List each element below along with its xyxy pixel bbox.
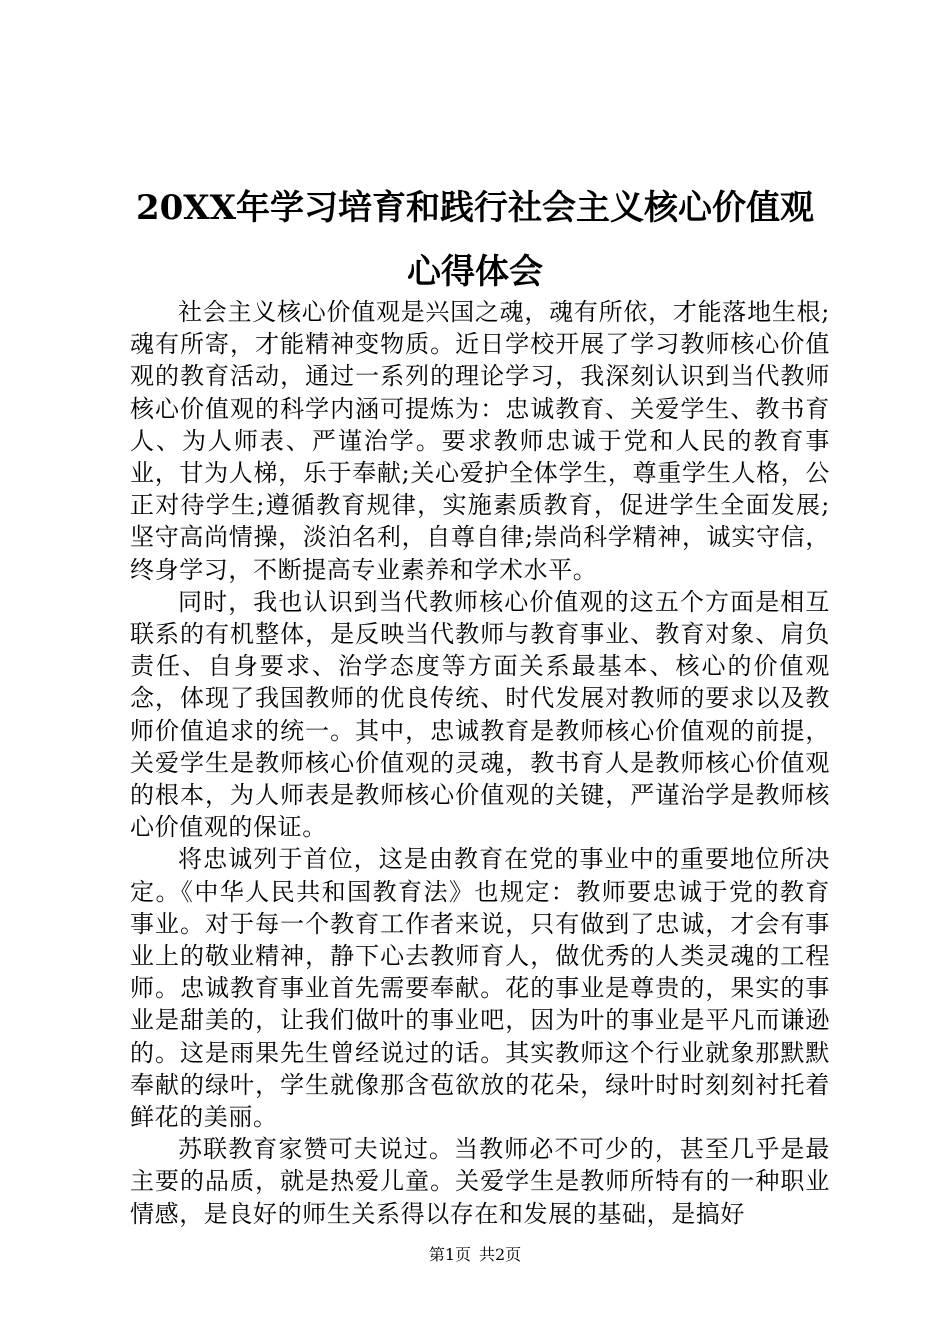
page-number-total: 共2页 <box>479 1245 522 1264</box>
body-paragraph-2: 同时，我也认识到当代教师核心价值观的这五个方面是相互联系的有机整体，是反映当代教师与教育事业、教育对象、肩负责任、自身要求、治学态度等方面关系最基本、核心的价值观念，体现了我国教师的优良传统、时代发展对教师的要求以及教师价值追求的统一。其中，忠诚教育是教师核心价值观的前提，关爱学生是教师核心价值观的灵魂，教书育人是教师核心价值观的根本，为人师表是教师核心价值观的关键，严谨治学是教师核心价值观的保证。 <box>130 587 830 842</box>
document-title-line-1: 20XX年学习培育和践行社会主义核心价值观 <box>135 188 815 228</box>
body-paragraph-4: 苏联教育家赞可夫说过。当教师必不可少的，甚至几乎是最主要的品质，就是热爱儿童。关爱学生是教师所特有的一种职业情感，是良好的师生关系得以存在和发展的基础，是搞好 <box>130 1135 830 1228</box>
body-paragraph-3: 将忠诚列于首位，这是由教育在党的事业中的重要地位所决定。《中华人民共和国教育法》也规定：教师要忠诚于党的教育事业。对于每一个教育工作者来说，只有做到了忠诚，才会有事业上的敬业精神，静下心去教师育人，做优秀的人类灵魂的工程师。忠诚教育事业首先需要奉献。花的事业是尊贵的，果实的事业是甜美的，让我们做叶的事业吧，因为叶的事业是平凡而谦逊的。这是雨果先生曾经说过的话。其实教师这个行业就象那默默奉献的绿叶，学生就像那含苞欲放的花朵，绿叶时时刻刻衬托着鲜花的美丽。 <box>130 845 830 1132</box>
body-paragraph-1: 社会主义核心价值观是兴国之魂，魂有所依，才能落地生根;魂有所寄，才能精神变物质。近日学校开展了学习教师核心价值观的教育活动，通过一系列的理论学习，我深刻认识到当代教师核心价值观的科学内涵可提炼为：忠诚教育、关爱学生、教书育人、为人师表、严谨治学。要求教师忠诚于党和人民的教育事业，甘为人梯，乐于奉献;关心爱护全体学生，尊重学生人格，公正对待学生;遵循教育规律，实施素质教育，促进学生全面发展;坚守高尚情操，淡泊名利，自尊自律;崇尚科学精神，诚实守信，终身学习，不断提高专业素养和学术水平。 <box>130 298 830 584</box>
document-title-line-2: 心得体会 <box>407 252 543 292</box>
page-number-current: 第1页 <box>428 1245 471 1264</box>
document-body <box>130 296 830 1230</box>
page-footer <box>0 1245 950 1265</box>
